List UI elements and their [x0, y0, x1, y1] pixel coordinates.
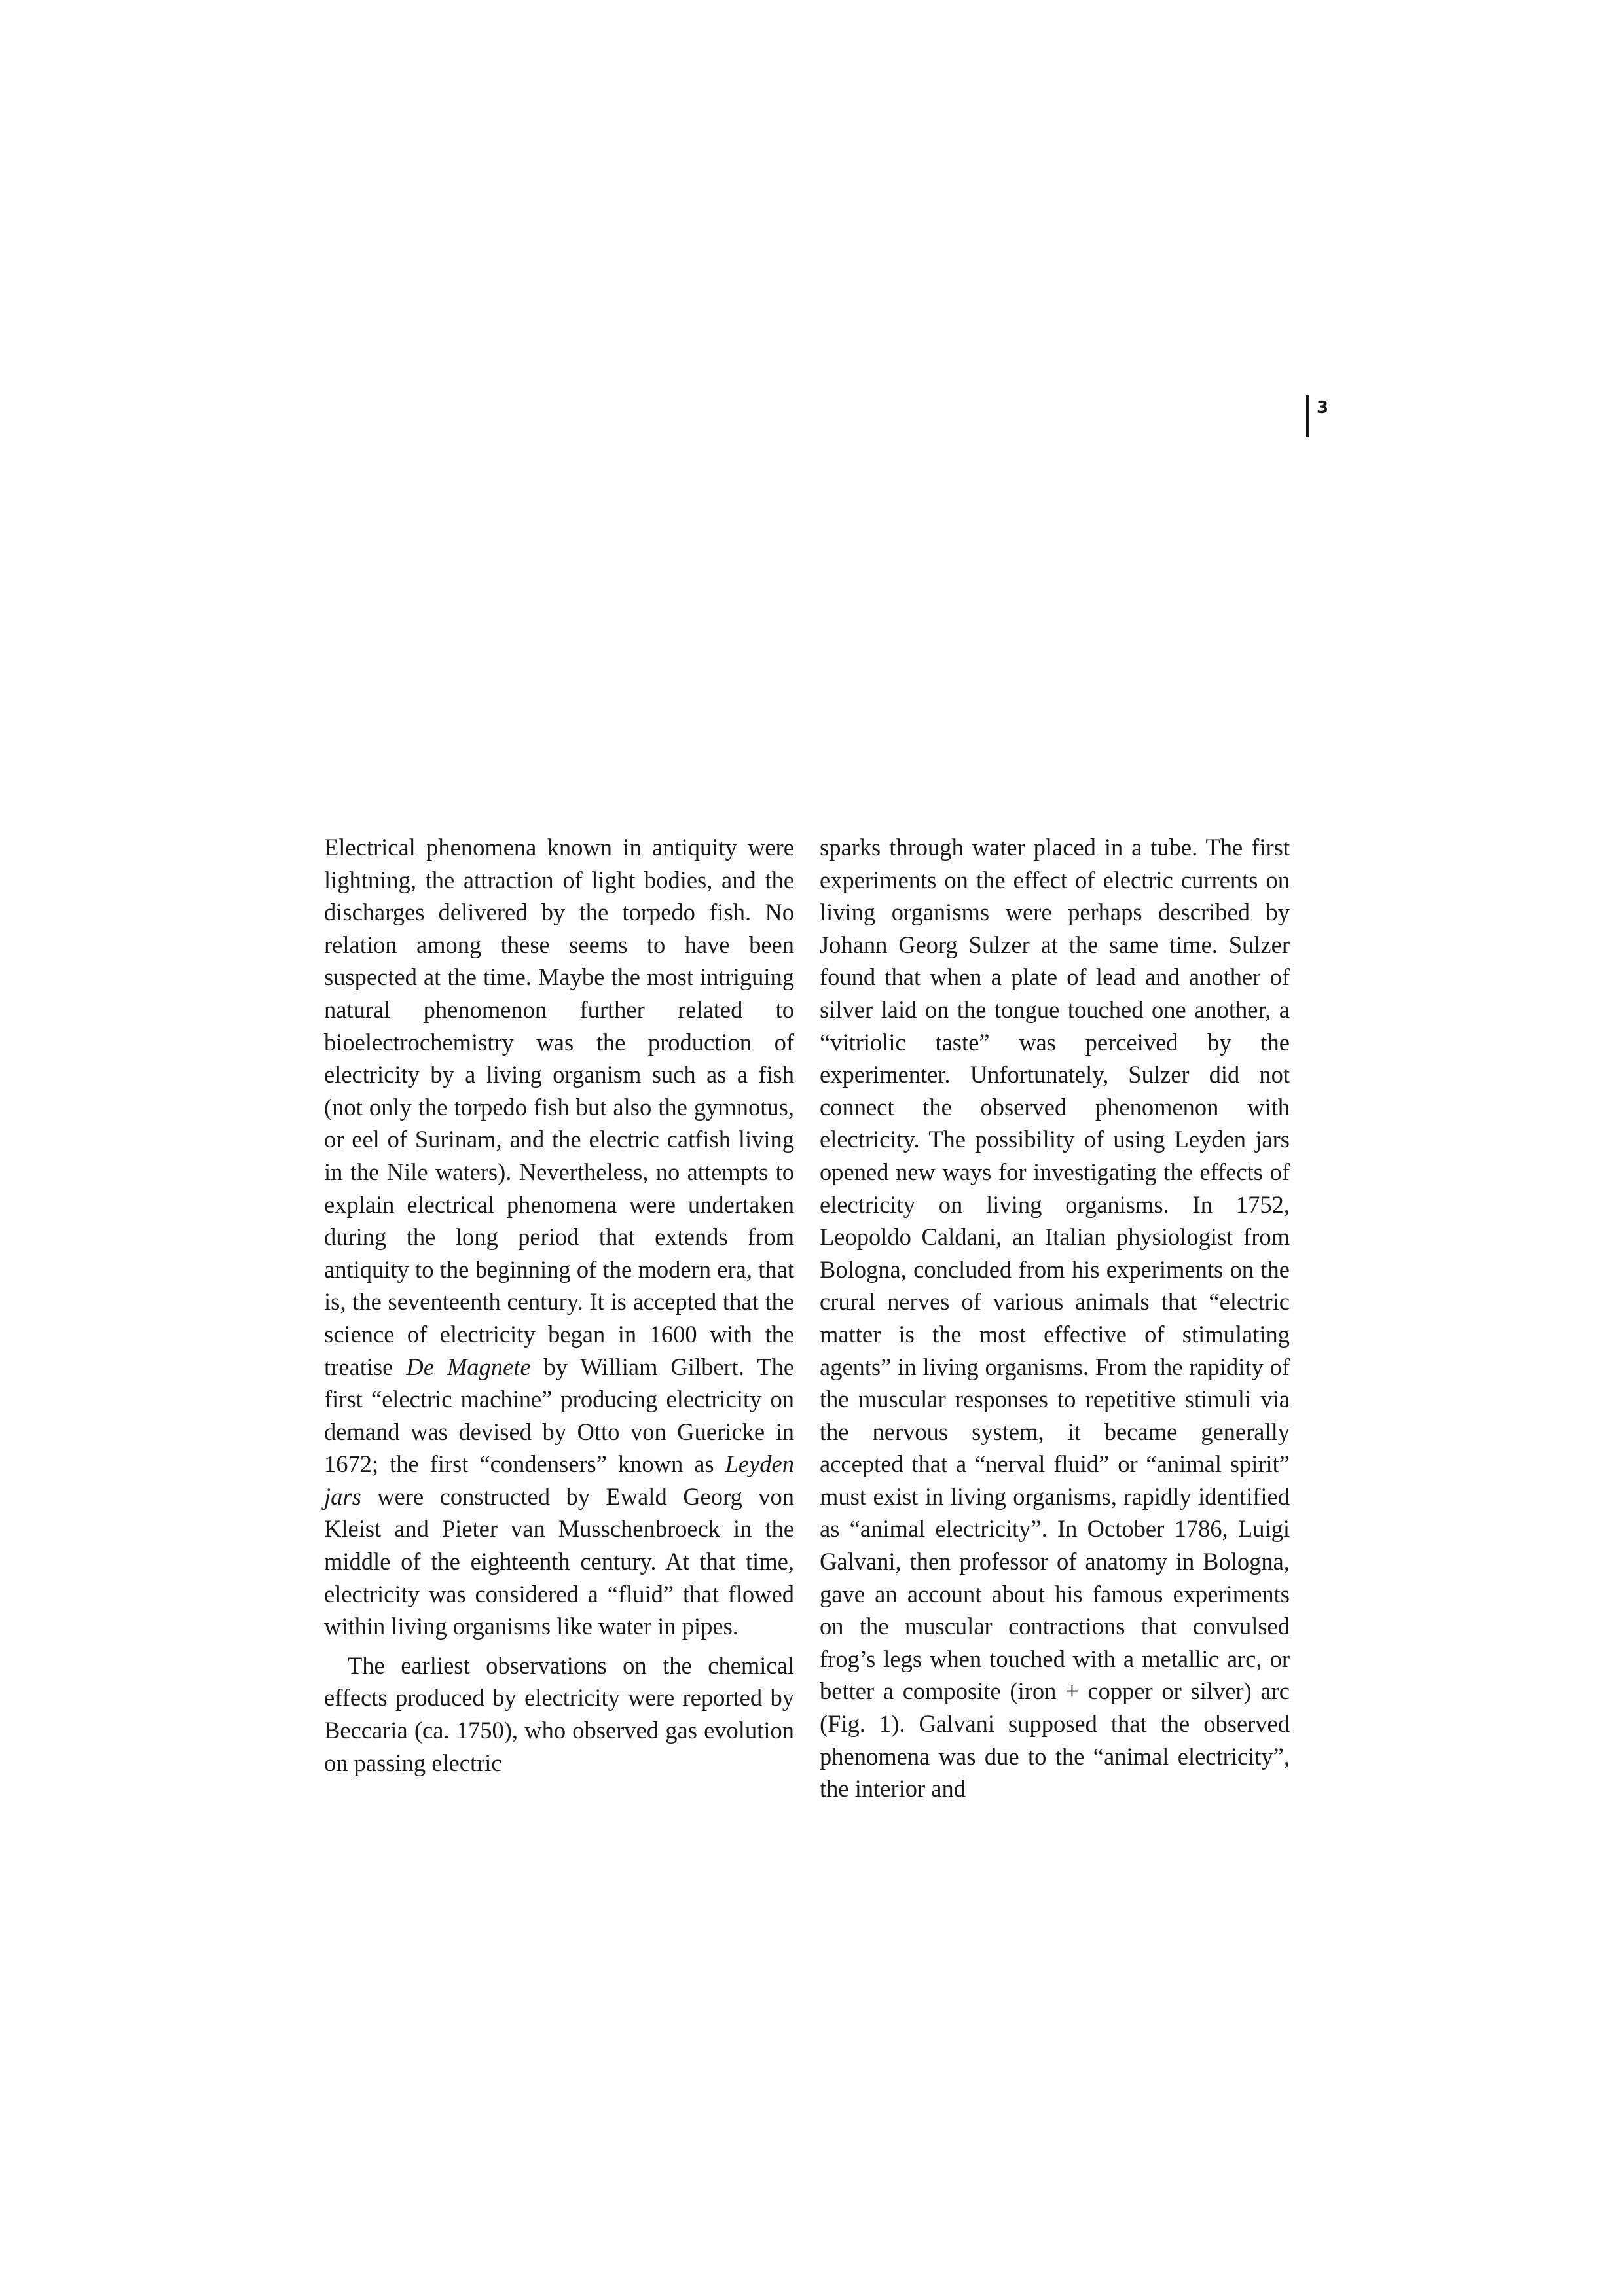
- term-leyden-jars: Leyden jars: [324, 1450, 794, 1510]
- page-number-rule: [1306, 395, 1309, 437]
- right-column: [820, 831, 1290, 1805]
- left-paragraph-1-text-a: Electrical phenomena known in antiquity were lightning, the attraction of light bodies, and the discharges delivered by the torpedo fish. No relation among these seems to have been suspected at the time. Maybe the most intriguing natural phenomenon further related to bioelectrochemistry was the production of electricity by a living organism such as a fish (not only the torpedo fish but also the gymnotus, or eel of Surinam, and the electric catfish living in the Nile waters). Nevertheless, no attempts to explain electrical phenomena were undertaken during the long period that extends from antiquity to the beginning of the modern era, that is, the seventeenth century. It is accepted that the science of electricity began in 1600 with the treatise: [324, 834, 794, 1380]
- left-paragraph-1: [324, 831, 794, 1643]
- page-number: 3: [1317, 398, 1329, 418]
- book-title-de-magnete: De Magnete: [406, 1353, 531, 1380]
- left-column: [324, 831, 794, 1779]
- left-paragraph-2: The earliest observations on the chemical effects produced by electricity were reported by Beccaria (ca. 1750), who observed gas evolution on passing electric: [324, 1651, 794, 1776]
- right-paragraph-1: sparks through water placed in a tube. The first experiments on the effect of electric currents on living organisms were perhaps described by Johann Georg Sulzer at the same time. Sulzer found that when a plate of lead and another of silver laid on the tongue touched one another, a “vitriolic taste” was perceived by the experimenter. Unfortunately, Sulzer did not connect the observed phenomenon with electricity. The possibility of using Leyden jars opened new ways for investigating the effects of electricity on living organisms. In 1752, Leopoldo Caldani, an Italian physiologist from Bologna, concluded from his experiments on the crural nerves of various animals that “electric matter is the most effective of stimulating agents” in living organisms. From the rapidity of the muscular responses to repetitive stimuli via the nervous system, it became generally accepted that a “nerval fluid” or “animal spirit” must exist in living organisms, rapidly identified as “animal electricity”. In October 1786, Luigi Galvani, then professor of anatomy in Bologna, gave an account about his famous experiments on the muscular contractions that convulsed frog’s legs when touched with a metallic arc, or better a composite (iron + copper or silver) arc (Fig. 1). Galvani supposed that the observed phenomena was due to the “animal electricity”, the interior and: [820, 834, 1290, 1803]
- page-number-marker: [1306, 395, 1328, 437]
- left-paragraph-1-text-c: were constructed by Ewald Georg von Kleist and Pieter van Musschenbroeck in the middle of the eighteenth century. At that time, electricity was considered a “fluid” that flowed within living organisms like water in pipes.: [324, 1482, 794, 1640]
- left-paragraph-1-text-b: by William Gilbert. The first “electric machine” producing electricity on demand was devised by Otto von Guericke in 1672; the first “condensers” known as: [324, 1353, 794, 1478]
